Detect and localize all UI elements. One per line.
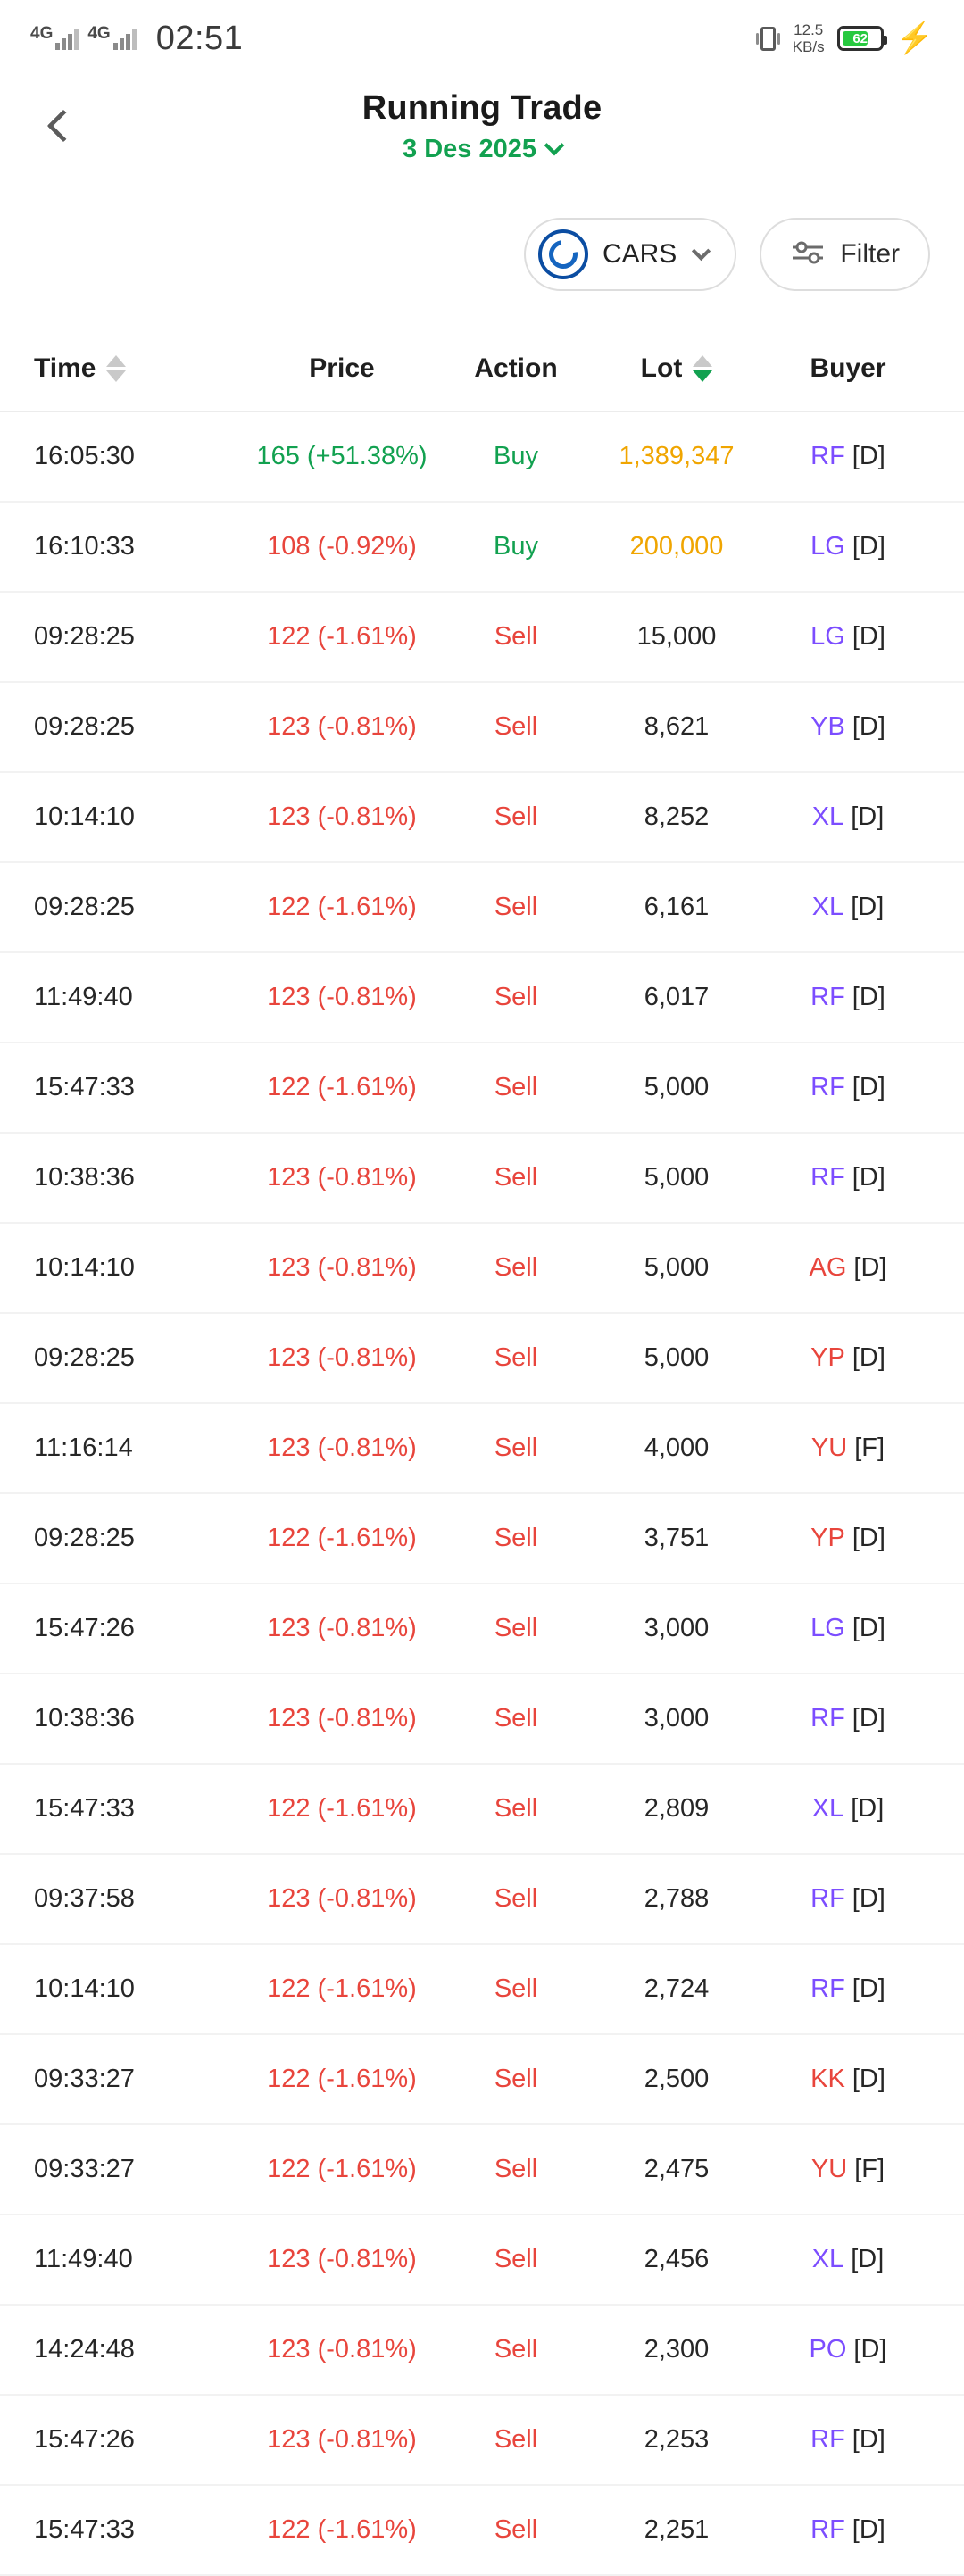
battery-icon [837, 26, 884, 51]
cell-price: 122 (-1.61%) [267, 1073, 417, 1101]
controls-row [0, 195, 964, 291]
cell-action: Sell [494, 1704, 538, 1733]
buyer-code: YP [810, 1343, 845, 1372]
header-title-wrap [0, 89, 964, 164]
cell-action: Buy [494, 442, 538, 470]
cell-time: 15:47:26 [34, 2425, 135, 2454]
app-header [0, 77, 964, 195]
cell-action: Sell [494, 2335, 538, 2364]
cell-action: Sell [494, 1163, 538, 1192]
cell-time: 09:37:58 [34, 1884, 135, 1913]
buyer-suffix: [D] [853, 2335, 887, 2364]
table-row[interactable] [0, 773, 964, 863]
table-row[interactable] [0, 683, 964, 773]
buyer-code: RF [810, 1163, 845, 1192]
back-chevron-icon [47, 110, 80, 143]
stock-selector-button[interactable] [524, 218, 736, 291]
buyer-code: KK [810, 2065, 845, 2093]
cell-time: 10:38:36 [34, 1163, 135, 1192]
column-header-lot[interactable] [587, 353, 766, 384]
sort-time-icon[interactable] [106, 355, 126, 382]
buyer-suffix: [D] [852, 1614, 885, 1642]
cell-time: 09:28:25 [34, 622, 135, 651]
column-header-time-label: Time [34, 353, 96, 383]
cell-action: Sell [494, 1524, 538, 1552]
signal-bars-2 [113, 27, 137, 50]
cell-action: Sell [494, 1794, 538, 1823]
buyer-suffix: [D] [852, 2515, 885, 2544]
cell-buyer [766, 1073, 930, 1102]
buyer-code: XL [811, 1794, 844, 1823]
cell-time: 11:49:40 [34, 2245, 133, 2273]
cell-lot: 3,000 [644, 1614, 710, 1642]
table-header-row [0, 327, 964, 412]
cell-lot: 200,000 [629, 532, 724, 561]
cell-lot: 6,161 [644, 893, 710, 921]
table-row[interactable] [0, 1134, 964, 1224]
buyer-code: LG [810, 532, 845, 561]
cell-buyer [766, 1974, 930, 2004]
cell-price: 123 (-0.81%) [267, 1433, 417, 1462]
cell-price: 122 (-1.61%) [267, 1794, 417, 1823]
column-header-price-label: Price [309, 353, 375, 383]
cell-lot: 5,000 [644, 1253, 710, 1282]
column-header-price [239, 353, 445, 384]
cell-buyer [766, 2515, 930, 2545]
cell-action: Sell [494, 983, 538, 1011]
cell-action: Sell [494, 1614, 538, 1642]
cell-lot: 3,751 [644, 1524, 710, 1552]
cell-price: 123 (-0.81%) [267, 1614, 417, 1642]
cell-price: 122 (-1.61%) [267, 2155, 417, 2183]
buyer-code: RF [810, 1974, 845, 2003]
table-row[interactable] [0, 1945, 964, 2035]
cell-time: 15:47:33 [34, 2515, 135, 2544]
table-body [0, 412, 964, 2576]
cell-buyer [766, 2065, 930, 2094]
cell-price: 123 (-0.81%) [267, 712, 417, 741]
signal-icon-1 [30, 24, 79, 50]
cell-action: Sell [494, 2425, 538, 2454]
cell-price: 122 (-1.61%) [267, 1974, 417, 2003]
network-type-label-1: 4G [30, 24, 54, 43]
table-row[interactable] [0, 412, 964, 503]
table-row[interactable] [0, 2396, 964, 2486]
cell-buyer [766, 1884, 930, 1914]
cell-lot: 4,000 [644, 1433, 710, 1462]
table-row[interactable] [0, 1314, 964, 1404]
buyer-suffix: [D] [851, 893, 885, 921]
table-row[interactable] [0, 503, 964, 593]
cell-price: 122 (-1.61%) [267, 622, 417, 651]
cell-price: 123 (-0.81%) [267, 1343, 417, 1372]
table-row[interactable] [0, 863, 964, 953]
cell-price: 123 (-0.81%) [267, 1704, 417, 1733]
buyer-suffix: [D] [852, 2425, 885, 2454]
cell-time: 10:38:36 [34, 1704, 135, 1733]
sliders-icon [790, 238, 826, 271]
buyer-suffix: [D] [852, 1163, 885, 1192]
buyer-code: XL [811, 893, 844, 921]
cell-price: 108 (-0.92%) [267, 532, 417, 561]
cell-lot: 2,788 [644, 1884, 710, 1913]
buyer-suffix: [D] [852, 712, 885, 741]
cell-lot: 1,389,347 [619, 442, 735, 470]
cell-lot: 2,456 [644, 2245, 710, 2273]
cell-lot: 5,000 [644, 1073, 710, 1101]
column-header-time[interactable] [34, 353, 239, 384]
data-rate-indicator [793, 21, 825, 55]
buyer-code: RF [810, 1884, 845, 1913]
cell-buyer [766, 532, 930, 561]
column-header-buyer-label: Buyer [810, 353, 886, 383]
date-selector[interactable] [403, 135, 561, 164]
buyer-suffix: [D] [852, 983, 885, 1011]
cell-time: 15:47:26 [34, 1614, 135, 1642]
column-header-action-label: Action [474, 353, 558, 383]
cell-lot: 5,000 [644, 1163, 710, 1192]
data-rate-unit: KB/s [792, 38, 825, 55]
cell-action: Sell [494, 2155, 538, 2183]
table-row[interactable] [0, 953, 964, 1043]
column-header-buyer [766, 353, 930, 384]
cell-buyer [766, 712, 930, 742]
cell-time: 09:28:25 [34, 1343, 135, 1372]
cell-price: 165 (+51.38%) [256, 442, 428, 470]
cell-buyer [766, 2155, 930, 2184]
stock-code-label: CARS [602, 239, 677, 269]
buyer-code: RF [810, 2425, 845, 2454]
cell-buyer [766, 1794, 930, 1824]
cell-action: Sell [494, 1433, 538, 1462]
buyer-suffix: [D] [852, 622, 885, 651]
buyer-code: YU [810, 1433, 848, 1462]
cell-action: Sell [494, 1343, 538, 1372]
cell-price: 123 (-0.81%) [267, 1163, 417, 1192]
cell-lot: 2,251 [644, 2515, 710, 2544]
buyer-suffix: [D] [851, 802, 885, 831]
buyer-code: RF [810, 2515, 845, 2544]
cell-buyer [766, 442, 930, 471]
status-bar-right [756, 21, 934, 55]
cell-action: Sell [494, 2515, 538, 2544]
cell-price: 123 (-0.81%) [267, 2245, 417, 2273]
cell-time: 16:10:33 [34, 532, 135, 561]
chevron-down-icon [544, 135, 565, 155]
table-row[interactable] [0, 2035, 964, 2125]
table-row[interactable] [0, 2306, 964, 2396]
buyer-code: YU [810, 2155, 848, 2183]
cell-action: Sell [494, 2065, 538, 2093]
cell-price: 123 (-0.81%) [267, 2335, 417, 2364]
cell-action: Sell [494, 1884, 538, 1913]
buyer-suffix: [F] [854, 1433, 885, 1462]
table-row[interactable] [0, 1043, 964, 1134]
cell-lot: 3,000 [644, 1704, 710, 1733]
cell-price: 123 (-0.81%) [267, 1253, 417, 1282]
table-row[interactable] [0, 1765, 964, 1855]
buyer-code: LG [810, 622, 845, 651]
buyer-code: YP [810, 1524, 845, 1552]
buyer-suffix: [D] [852, 1974, 885, 2003]
cell-buyer [766, 1343, 930, 1373]
cell-time: 15:47:33 [34, 1794, 135, 1823]
cell-price: 122 (-1.61%) [267, 2515, 417, 2544]
sort-lot-icon[interactable] [693, 355, 712, 382]
buyer-suffix: [D] [851, 2245, 885, 2273]
table-row[interactable] [0, 1224, 964, 1314]
date-label: 3 Des 2025 [403, 135, 536, 163]
cell-time: 14:24:48 [34, 2335, 135, 2364]
page-title: Running Trade [362, 89, 602, 127]
cell-buyer [766, 1614, 930, 1643]
network-type-label-2: 4G [87, 24, 111, 43]
buyer-suffix: [D] [852, 442, 885, 470]
data-rate-value: 12.5 [794, 21, 824, 38]
buyer-suffix: [D] [852, 1704, 885, 1733]
buyer-code: AG [809, 1253, 847, 1282]
cell-lot: 2,253 [644, 2425, 710, 2454]
cell-time: 09:33:27 [34, 2155, 135, 2183]
cell-buyer [766, 1433, 930, 1463]
cell-price: 123 (-0.81%) [267, 2425, 417, 2454]
cell-price: 122 (-1.61%) [267, 2065, 417, 2093]
cell-price: 122 (-1.61%) [267, 1524, 417, 1552]
cell-action: Sell [494, 1974, 538, 2003]
cell-time: 10:14:10 [34, 1974, 135, 2003]
cell-lot: 2,475 [644, 2155, 710, 2183]
signal-bars-1 [55, 27, 79, 50]
buyer-suffix: [D] [853, 1253, 887, 1282]
cell-buyer [766, 802, 930, 832]
cell-time: 10:14:10 [34, 1253, 135, 1282]
cell-action: Sell [494, 622, 538, 651]
filter-label: Filter [840, 239, 900, 269]
table-row[interactable] [0, 1674, 964, 1765]
vibrate-icon [756, 27, 780, 51]
cell-action: Sell [494, 712, 538, 741]
cell-buyer [766, 1524, 930, 1553]
cell-lot: 5,000 [644, 1343, 710, 1372]
cell-time: 15:47:33 [34, 1073, 135, 1101]
buyer-code: LG [810, 1614, 845, 1642]
buyer-suffix: [D] [852, 1524, 885, 1552]
cell-price: 123 (-0.81%) [267, 983, 417, 1011]
cell-time: 09:28:25 [34, 1524, 135, 1552]
cell-buyer [766, 983, 930, 1012]
buyer-suffix: [D] [852, 2065, 885, 2093]
cell-time: 09:28:25 [34, 712, 135, 741]
cell-action: Sell [494, 893, 538, 921]
cell-action: Sell [494, 1253, 538, 1282]
back-button[interactable] [32, 95, 95, 157]
cell-buyer [766, 2335, 930, 2364]
cell-buyer [766, 1704, 930, 1733]
cell-lot: 2,809 [644, 1794, 710, 1823]
table-row[interactable] [0, 1404, 964, 1494]
cell-time: 10:14:10 [34, 802, 135, 831]
table-row[interactable] [0, 2125, 964, 2215]
cell-lot: 2,300 [644, 2335, 710, 2364]
cell-buyer [766, 2425, 930, 2455]
cell-time: 16:05:30 [34, 442, 135, 470]
table-row[interactable] [0, 1584, 964, 1674]
cell-action: Sell [494, 1073, 538, 1101]
chevron-down-icon [692, 241, 711, 260]
buyer-code: RF [810, 442, 845, 470]
buyer-suffix: [D] [852, 1884, 885, 1913]
status-bar-clock: 02:51 [155, 19, 244, 57]
buyer-suffix: [F] [854, 2155, 885, 2183]
cell-lot: 15,000 [636, 622, 717, 651]
buyer-suffix: [D] [851, 1794, 885, 1823]
buyer-code: XL [811, 2245, 844, 2273]
buyer-code: XL [811, 802, 844, 831]
signal-icon-2 [87, 24, 136, 50]
cell-price: 123 (-0.81%) [267, 1884, 417, 1913]
battery-percent-label: 62 [852, 30, 868, 46]
cell-lot: 2,724 [644, 1974, 710, 2003]
status-bar [0, 0, 964, 77]
cell-time: 09:33:27 [34, 2065, 135, 2093]
cell-action: Sell [494, 2245, 538, 2273]
cell-price: 122 (-1.61%) [267, 893, 417, 921]
cell-action: Buy [494, 532, 538, 561]
buyer-code: RF [810, 1073, 845, 1101]
filter-button[interactable] [760, 218, 930, 291]
cell-buyer [766, 622, 930, 652]
status-bar-left [30, 20, 243, 58]
table-row[interactable] [0, 1494, 964, 1584]
buyer-code: PO [809, 2335, 847, 2364]
column-header-action [445, 353, 587, 384]
cell-lot: 8,621 [644, 712, 710, 741]
buyer-code: YB [810, 712, 845, 741]
company-logo-icon [538, 229, 588, 279]
cell-buyer [766, 1163, 930, 1192]
table-row[interactable] [0, 1855, 964, 1945]
cell-price: 123 (-0.81%) [267, 802, 417, 831]
table-row[interactable] [0, 2486, 964, 2576]
column-header-lot-label: Lot [640, 353, 683, 383]
cell-buyer [766, 2245, 930, 2274]
buyer-suffix: [D] [852, 1073, 885, 1101]
buyer-code: RF [810, 1704, 845, 1733]
buyer-suffix: [D] [852, 1343, 885, 1372]
cell-time: 11:49:40 [34, 983, 133, 1011]
cell-buyer [766, 1253, 930, 1283]
cell-buyer [766, 893, 930, 922]
cell-action: Sell [494, 802, 538, 831]
running-trade-table [0, 327, 964, 2576]
cell-lot: 2,500 [644, 2065, 710, 2093]
cell-time: 09:28:25 [34, 893, 135, 921]
table-row[interactable] [0, 2215, 964, 2306]
cell-lot: 8,252 [644, 802, 710, 831]
cell-lot: 6,017 [644, 983, 710, 1011]
cell-time: 11:16:14 [34, 1433, 133, 1462]
buyer-suffix: [D] [852, 532, 885, 561]
buyer-code: RF [810, 983, 845, 1011]
bolt-icon: ⚡ [895, 21, 934, 55]
table-row[interactable] [0, 593, 964, 683]
